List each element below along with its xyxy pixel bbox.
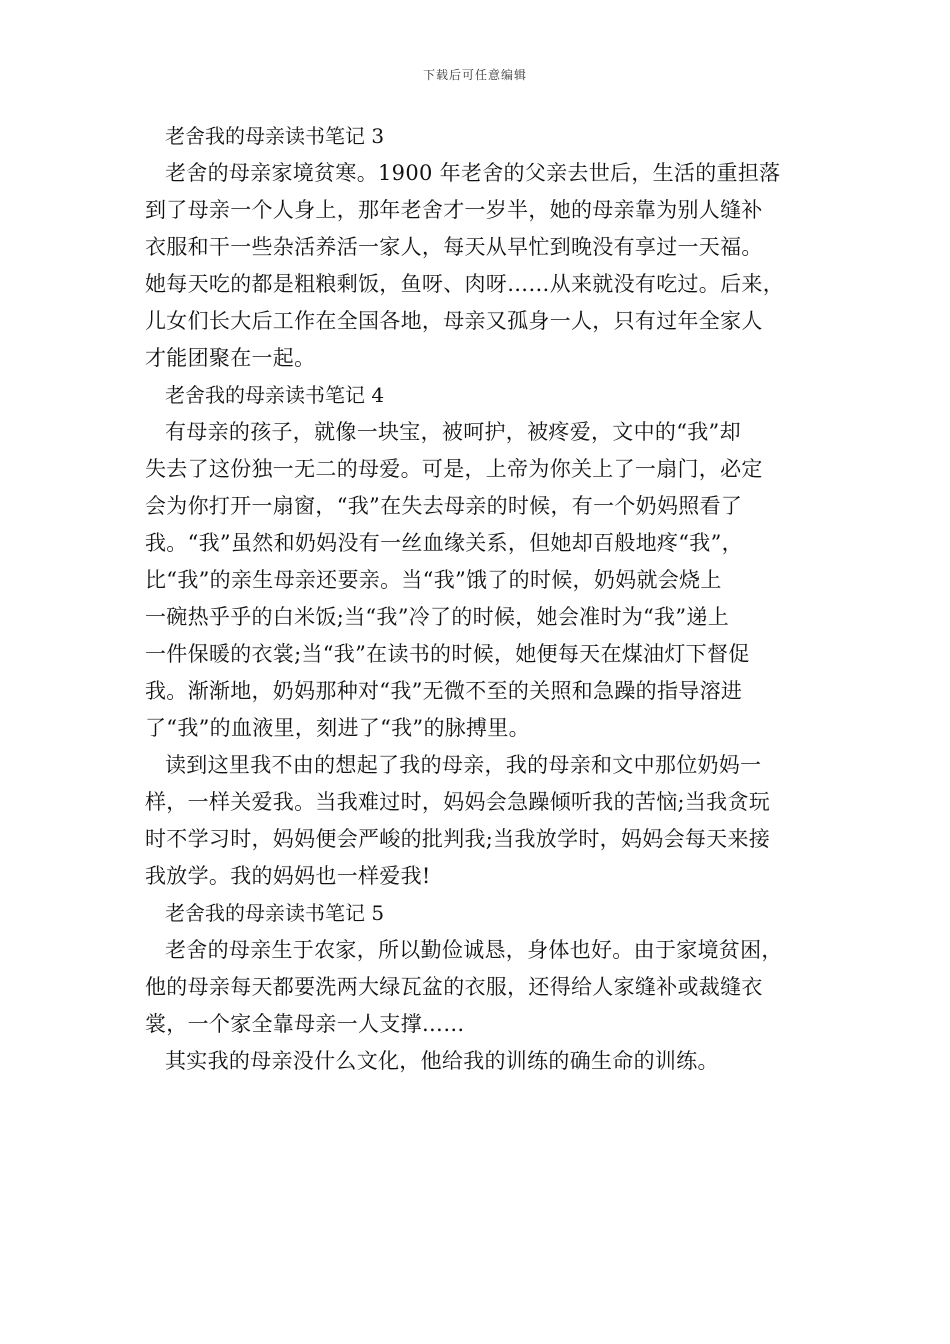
text-line: 老舍的母亲家境贫寒。1900 年老舍的父亲去世后，生活的重担落 [165,161,781,185]
text-line: 我放学。我的妈妈也一样爱我! [145,864,431,888]
section-note-5 [145,895,810,1080]
text-line: 读到这里我不由的想起了我的母亲，我的母亲和文中那位奶妈一 [165,753,762,777]
text-line: 她每天吃的都是粗粮剩饭，鱼呀、肉呀……从来就没有吃过。后来， [145,272,784,296]
section-title: 老舍我的母亲读书笔记 3 [165,124,385,148]
text-line: 了“我”的血液里，刻进了“我”的脉搏里。 [145,716,530,740]
text-line: 裳，一个家全靠母亲一人支撑…… [145,1012,465,1036]
text-line: 失去了这份独一无二的母爱。可是，上帝为你关上了一扇门，必定 [145,457,763,481]
paragraph [145,155,810,377]
text-line: 有母亲的孩子，就像一块宝，被呵护，被疼爱，文中的“我”却 [165,420,741,444]
text-line: 会为你打开一扇窗，“我”在失去母亲的时候，有一个奶妈照看了 [145,494,743,518]
text-line: 一碗热乎乎的白米饭;当“我”冷了的时候，她会准时为“我”递上 [145,605,730,629]
page-header: 下载后可任意编辑 [422,68,527,82]
text-line: 时不学习时，妈妈便会严峻的批判我;当我放学时，妈妈会每天来接 [145,827,771,851]
section-note-4 [145,377,810,895]
text-line: 儿女们长大后工作在全国各地，母亲又孤身一人，只有过年全家人 [145,309,763,333]
paragraph [145,747,810,895]
section-note-3 [145,118,810,377]
text-line: 衣服和干一些杂活养活一家人，每天从早忙到晚没有享过一天福。 [145,235,763,259]
text-line: 一件保暖的衣裳;当“我”在读书的时候，她便每天在煤油灯下督促 [145,642,750,666]
paragraph [145,1043,810,1080]
paragraph [145,414,810,747]
text-line: 到了母亲一个人身上，那年老舍才一岁半，她的母亲靠为别人缝补 [145,198,763,222]
text-line: 比“我”的亲生母亲还要亲。当“我”饿了的时候，奶妈就会烧上 [145,568,722,592]
text-line: 老舍的母亲生于农家，所以勤俭诚恳，身体也好。由于家境贫困， [165,938,783,962]
paragraph [145,932,810,1043]
text-line: 我。渐渐地，奶妈那种对“我”无微不至的关照和急躁的指导溶进 [145,679,743,703]
text-line: 我。“我”虽然和奶妈没有一丝血缘关系，但她却百般地疼“我”， [145,531,743,555]
section-title: 老舍我的母亲读书笔记 5 [165,901,385,925]
section-title: 老舍我的母亲读书笔记 4 [165,383,385,407]
text-line: 他的母亲每天都要洗两大绿瓦盆的衣服，还得给人家缝补或裁缝衣 [145,975,763,999]
text-line: 其实我的母亲没什么文化，他给我的训练的确生命的训练。 [165,1049,719,1073]
text-line: 样，一样关爱我。当我难过时，妈妈会急躁倾听我的苦恼;当我贪玩 [145,790,771,814]
text-line: 才能团聚在一起。 [145,346,316,370]
document-body [145,118,810,1080]
